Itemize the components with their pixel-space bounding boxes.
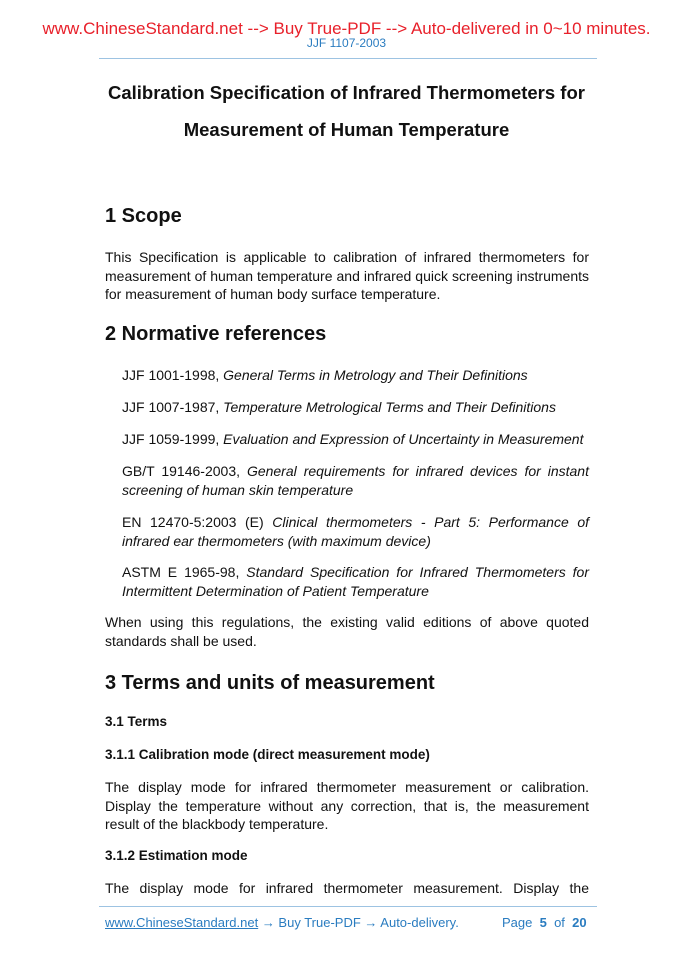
page-number: Page 5 of 20 <box>502 915 587 930</box>
heading-terms-units: 3 Terms and units of measurement <box>105 672 435 694</box>
footer-tagline: → Buy True-PDF → Auto-delivery. <box>258 915 459 930</box>
footer-rule <box>99 906 597 907</box>
heading-normative-references: 2 Normative references <box>105 323 327 345</box>
reference-item: GB/T 19146-2003, General requirements for infrared devices for instant screening of human skin temperature <box>122 463 589 498</box>
title-line-1: Calibration Specification of Infrared Thermometers for <box>108 82 585 103</box>
heading-estimation-mode: 3.1.2 Estimation mode <box>105 848 248 863</box>
heading-calibration-mode: 3.1.1 Calibration mode (direct measurement mode) <box>105 747 430 762</box>
heading-scope: 1 Scope <box>105 205 182 227</box>
estimation-mode-text: The display mode for infrared thermometer measurement. Display the <box>105 880 589 896</box>
footer-text <box>105 915 459 930</box>
reference-item: JJF 1007-1987, Temperature Metrological Terms and Their Definitions <box>122 399 556 415</box>
footer-link[interactable]: www.ChineseStandard.net <box>105 915 259 930</box>
doc-code: JJF 1107-2003 <box>306 36 387 50</box>
reference-item: JJF 1001-1998, General Terms in Metrology and Their Definitions <box>122 367 528 383</box>
header-rule <box>99 58 597 59</box>
references-note: When using this regulations, the existing valid editions of above quoted standards shall be used. <box>105 614 589 649</box>
title-line-2: Measurement of Human Temperature <box>183 119 510 140</box>
reference-item: ASTM E 1965-98, Standard Specification for Infrared Thermometers for Intermittent Determination of Patient Temperature <box>122 564 590 599</box>
heading-terms: 3.1 Terms <box>105 714 168 729</box>
reference-item: EN 12470-5:2003 (E) Clinical thermometers - Part 5: Performance of infrared ear thermometers (with maximum device) <box>122 514 589 549</box>
reference-item: JJF 1059-1999, Evaluation and Expression of Uncertainty in Measurement <box>122 431 584 447</box>
header-banner[interactable]: www.ChineseStandard.net --> Buy True-PDF --> Auto-delivered in 0~10 minutes. <box>42 19 651 38</box>
calibration-mode-text: The display mode for infrared thermometer measurement or calibration. Display the temperature without any correction, that is, the measurement result of the blackbody temperature. <box>105 779 589 832</box>
scope-text: This Specification is applicable to calibration of infrared thermometers for measurement of human temperature and infrared quick screening instruments for measurement of human body surface temperature. <box>105 249 589 302</box>
